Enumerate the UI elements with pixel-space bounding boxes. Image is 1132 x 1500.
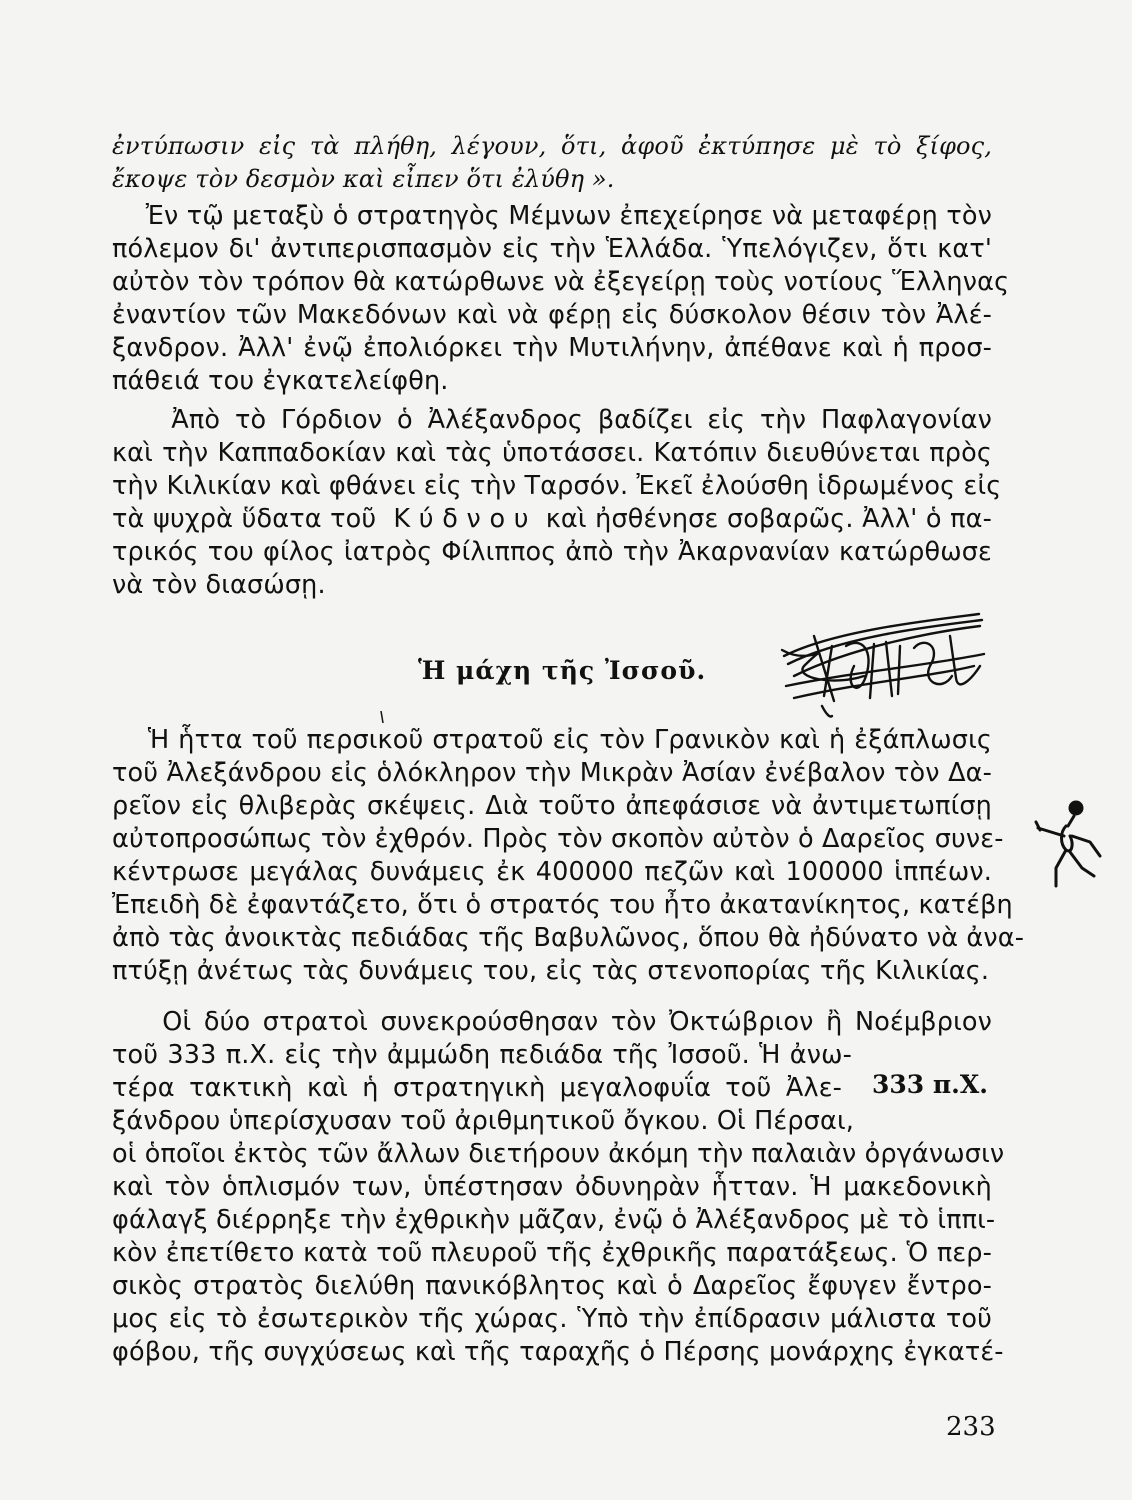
text-line: ἔκοψε τὸν δεσμὸν καὶ εἶπεν ὅτι ἐλύθη ». <box>112 165 615 193</box>
text-line: ἐντύπωσιν εἰς τὰ πλήθη, λέγουν, ὅτι, ἀφοῦ ἐκτύπησε μὲ τὸ ξίφος, <box>112 132 992 160</box>
text-line: κὸν ἐπετίθετο κατὰ τοῦ πλευροῦ τῆς ἐχθρικῆς παρατάξεως. Ὁ περ- <box>112 1238 992 1268</box>
text-line: τοῦ Ἀλεξάνδρου εἰς ὁλόκληρον τὴν Μικρὰν Ἀσίαν ἐνέβαλον τὸν Δα- <box>112 758 992 788</box>
text-line: τέρα τακτικὴ καὶ ἡ στρατηγικὴ μεγαλοφυΐα τοῦ Ἀλε- <box>112 1073 842 1103</box>
text-line: Ἐν τῷ μεταξὺ ὁ στρατηγὸς Μέμνων ἐπεχείρησε νὰ μεταφέρῃ τὸν <box>112 201 992 231</box>
section-heading: Ἡ μάχη τῆς Ἰσσοῦ. <box>418 656 707 685</box>
text-line: σικὸς στρατὸς διελύθη πανικόβλητος καὶ ὁ Δαρεῖος ἔφυγεν ἔντρο- <box>112 1271 992 1301</box>
text-line: τοῦ 333 π.Χ. εἰς τὴν ἀμμώδη πεδιάδα τῆς Ἰσσοῦ. Ἡ ἀνω- <box>112 1040 852 1070</box>
text-line: καὶ τὴν Καππαδοκίαν καὶ τὰς ὑποτάσσει. Κατόπιν διευθύνεται πρὸς <box>112 438 992 468</box>
stick-figure-doodle-icon <box>1030 796 1104 900</box>
text-line: ἀπὸ τὰς ἀνοικτὰς πεδιάδας τῆς Βαβυλῶνος, ὅπου θὰ ἠδύνατο νὰ ἀνα- <box>112 923 1025 953</box>
text-line: Ἡ ἧττα τοῦ περσικοῦ στρατοῦ εἰς τὸν Γρανικὸν καὶ ἡ ἐξάπλωσις <box>112 725 992 755</box>
text-line: πόλεμον δι' ἀντιπερισπασμὸν εἰς τὴν Ἑλλάδα. Ὑπελόγιζεν, ὅτι κατ' <box>112 234 992 264</box>
text-line: φόβου, τῆς συγχύσεως καὶ τῆς ταραχῆς ὁ Πέρσης μονάρχης ἐγκατέ- <box>112 1337 1004 1367</box>
text-line: Ἀπὸ τὸ Γόρδιον ὁ Ἀλέξανδρος βαδίζει εἰς τὴν Παφλαγονίαν <box>112 405 992 435</box>
page-number: 233 <box>946 1412 996 1442</box>
text-line: τὴν Κιλικίαν καὶ φθάνει εἰς τὴν Ταρσόν. Ἐκεῖ ἐλούσθη ἱδρωμένος εἰς <box>112 471 1002 501</box>
text-line: αὐτοπροσώπως τὸν ἐχθρόν. Πρὸς τὸν σκοπὸν αὐτὸν ὁ Δαρεῖος συνε- <box>112 824 1004 854</box>
text-line: Οἱ δύο στρατοὶ συνεκρούσθησαν τὸν Ὀκτώβριον ἢ Νοέμβριον <box>112 1007 992 1037</box>
text-line: ρεῖον εἰς θλιβερὰς σκέψεις. Διὰ τοῦτο ἀπεφάσισε νὰ ἀντιμετωπίσῃ <box>112 791 992 821</box>
ink-tick <box>380 708 384 720</box>
text-line: Ἐπειδὴ δὲ ἐφαντάζετο, ὅτι ὁ στρατός του ἦτο ἀκατανίκητος, κατέβη <box>112 890 1013 920</box>
text-line: ξάνδρου ὑπερίσχυσαν τοῦ ἀριθμητικοῦ ὄγκου. Οἱ Πέρσαι, <box>112 1106 854 1136</box>
text-line: νὰ τὸν διασώσῃ. <box>112 570 326 600</box>
text-line: ἐναντίον τῶν Μακεδόνων καὶ νὰ φέρῃ εἰς δύσκολον θέσιν τὸν Ἀλέ- <box>112 300 992 330</box>
text-line: τὰ ψυχρὰ ὕδατα τοῦ Κ ύ δ ν ο υ καὶ ἠσθένησε σοβαρῶς. Ἀλλ' ὁ πα- <box>112 504 992 534</box>
text-line: οἱ ὁποῖοι ἐκτὸς τῶν ἄλλων διετήρουν ἀκόμη τὴν παλαιὰν ὀργάνωσιν <box>112 1139 1005 1169</box>
text-line: καὶ τὸν ὁπλισμόν των, ὑπέστησαν ὀδυνηρὰν ἧτταν. Ἡ μακεδονικὴ <box>112 1172 992 1202</box>
text-line: πτύξῃ ἀνέτως τὰς δυνάμεις του, εἰς τὰς στενοπορίας τῆς Κιλικίας. <box>112 956 990 986</box>
text-line: ξανδρον. Ἀλλ' ἐνῷ ἐπολιόρκει τὴν Μυτιλήνην, ἀπέθανε καὶ ἡ προσ- <box>112 333 992 363</box>
margin-date-note: 333 π.Χ. <box>872 1070 988 1099</box>
text-line: φάλαγξ διέρρηξε τὴν ἐχθρικὴν μᾶζαν, ἐνῷ ὁ Ἀλέξανδρος μὲ τὸ ἱππι- <box>112 1205 996 1235</box>
text-line: κέντρωσε μεγάλας δυνάμεις ἐκ 400000 πεζῶν καὶ 100000 ἱππέων. <box>112 857 992 887</box>
scribble-mark-icon <box>774 606 990 720</box>
text-line: αὐτὸν τὸν τρόπον θὰ κατώρθωνε νὰ ἐξεγείρῃ τοὺς νοτίους Ἕλληνας <box>112 267 1010 297</box>
text-line: πάθειά του ἐγκατελείφθη. <box>112 366 449 396</box>
text-line: τρικός του φίλος ἰατρὸς Φίλιππος ἀπὸ τὴν Ἀκαρνανίαν κατώρθωσε <box>112 537 992 567</box>
text-line: μος εἰς τὸ ἐσωτερικὸν τῆς χώρας. Ὑπὸ τὴν ἐπίδρασιν μάλιστα τοῦ <box>112 1304 992 1334</box>
